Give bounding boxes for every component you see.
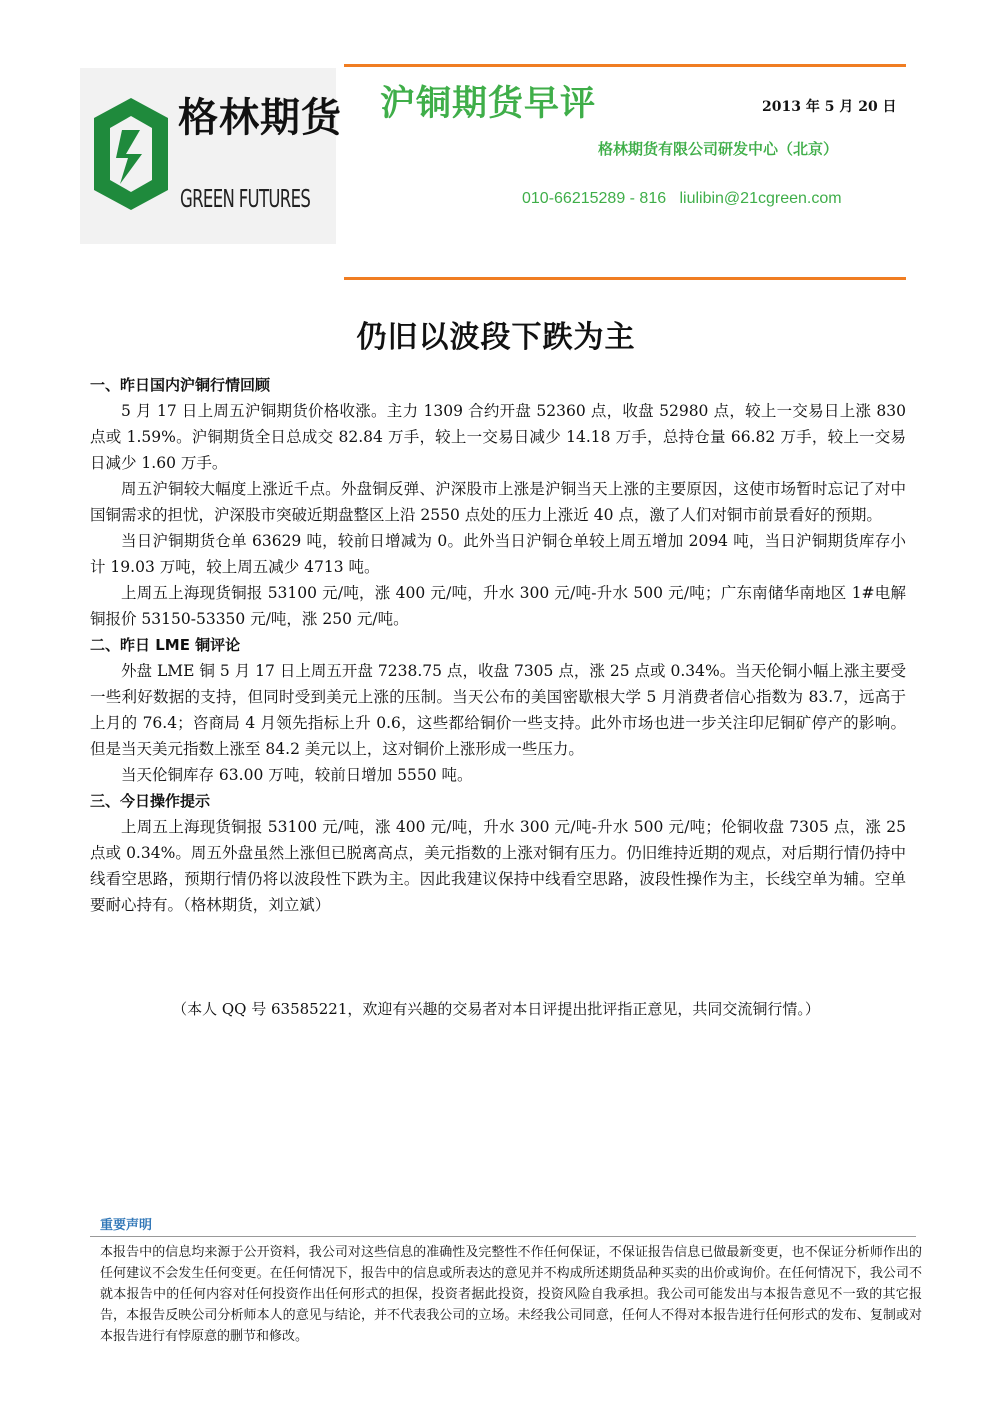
paragraph: 当天伦铜库存 63.00 万吨，较前日增加 5550 吨。 <box>121 766 473 784</box>
contact-info: 010-66215289 - 816 liulibin@21cgreen.com <box>522 190 842 207</box>
disclaimer-divider <box>90 1236 916 1237</box>
header-rule-top <box>344 64 906 67</box>
header-rule-bottom <box>344 277 906 280</box>
section-heading: 二、昨日 LME 铜评论 <box>90 636 241 654</box>
report-body <box>90 372 906 918</box>
green-futures-logo-icon <box>92 96 170 212</box>
report-date: 2013 年 5 月 20 日 <box>762 99 897 115</box>
paragraph: 周五沪铜较大幅度上涨近千点。外盘铜反弹、沪深股市上涨是沪铜当天上涨的主要原因，这使市场暂时忘记了对中国铜需求的担忧，沪深股市突破近期盘整区上沿 2550 点处的压力上涨近 40 点，激了人们对铜市前景看好的预期。 <box>90 480 906 524</box>
section-heading: 一、昨日国内沪铜行情回顾 <box>90 376 271 394</box>
paragraph: 5 月 17 日上周五沪铜期货价格收涨。主力 1309 合约开盘 52360 点，收盘 52980 点，较上一交易日上涨 830 点或 1.59%。沪铜期货全日总成交 82.84 万手，较上一交易日减少 14.18 万手，总持仓量 66.82 万手，较上一交易日减少 1.60 万手。 <box>90 402 906 472</box>
paragraph: 上周五上海现货铜报 53100 元/吨，涨 400 元/吨，升水 300 元/吨-升水 500 元/吨；伦铜收盘 7305 点，涨 25 点或 0.34%。周五外盘虽然上涨但已脱离高点，美元指数的上涨对铜有压力。仍旧维持近期的观点，对后期行情仍持中线看空思路，预期行情仍将以波段性下跌为主。因此我建议保持中线看空思路，波段性操作为主，长线空单为辅。空单要耐心持有。（格林期货，刘立斌） <box>90 818 906 914</box>
disclaimer-text: 本报告中的信息均来源于公开资料，我公司对这些信息的准确性及完整性不作任何保证，不保证报告信息已做最新变更，也不保证分析师作出的任何建议不会发生任何变更。在任何情况下，报告中的信息或所表达的意见并不构成所述期货品种买卖的出价或询价。在任何情况下，我公司不就本报告中的任何内容对任何投资作出任何形式的担保，投资者据此投资，投资风险自我承担。我公司可能发出与本报告意见不一致的其它报告，本报告反映公司分析师本人的意见与结论，并不代表我公司的立场。未经我公司同意，任何人不得对本报告进行任何形式的发布、复制或对本报告进行有悖原意的删节和修改。 <box>100 1245 922 1344</box>
section-heading: 三、今日操作提示 <box>90 792 211 810</box>
paragraph: 外盘 LME 铜 5 月 17 日上周五开盘 7238.75 点，收盘 7305 点，涨 25 点或 0.34%。当天伦铜小幅上涨主要受一些利好数据的支持，但同时受到美元上涨的压制。当天公布的美国密歇根大学 5 月消费者信心指数为 83.7，远高于上月的 76.4；咨商局 4 月领先指标上升 0.6，这些都给铜价一些支持。此外市场也进一步关注印尼铜矿停产的影响。但是当天美元指数上涨至 84.2 美元以上，这对铜价上涨形成一些压力。 <box>90 662 906 758</box>
page-title: 仍旧以波段下跌为主 <box>356 320 636 355</box>
company-logo <box>80 68 342 244</box>
contact-note: （本人 QQ 号 63585221，欢迎有兴趣的交易者对本日评提出批评指正意见，共同交流铜行情。） <box>172 1000 820 1018</box>
paragraph: 当日沪铜期货仓单 63629 吨，较前日增减为 0。此外当日沪铜仓单较上周五增加 2094 吨，当日沪铜期货库存小计 19.03 万吨，较上周五减少 4713 吨。 <box>90 532 906 576</box>
paragraph: 上周五上海现货铜报 53100 元/吨，涨 400 元/吨，升水 300 元/吨-升水 500 元/吨；广东南储华南地区 1#电解铜报价 53150-53350 元/吨，涨 250 元/吨。 <box>90 584 906 628</box>
company-name: 格林期货有限公司研发中心（北京） <box>598 140 839 158</box>
report-title: 沪铜期货早评 <box>380 84 597 124</box>
disclaimer-title: 重要声明 <box>100 1218 153 1233</box>
logo-chinese-name: 格林期货 <box>178 95 342 141</box>
logo-english-name: GREEN FUTURES <box>180 184 311 213</box>
